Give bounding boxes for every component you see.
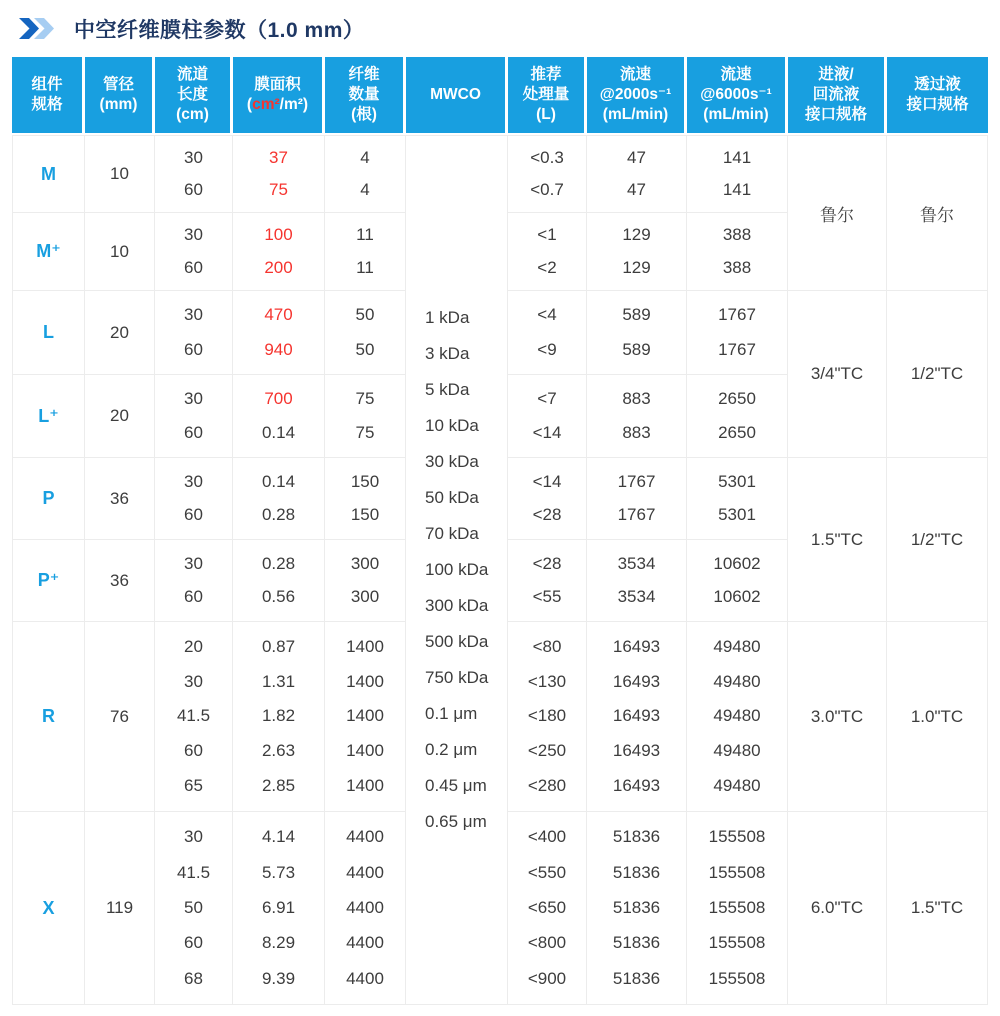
value-line: 4.14: [261, 827, 296, 847]
value-line: 65: [184, 776, 203, 796]
value-line: 4: [360, 148, 370, 167]
value-line: 0.28: [261, 505, 296, 525]
inlet-port-cell: 鲁尔: [788, 135, 887, 291]
spec-cell-p: P: [12, 458, 85, 540]
header-permeate-port: [887, 57, 988, 133]
value-line: 141: [722, 148, 752, 167]
value-line: <80: [532, 636, 562, 656]
value-line: 51836: [612, 933, 661, 953]
mwco-value: 0.1 μm: [425, 704, 478, 723]
value-line: <280: [527, 776, 567, 796]
header-line: (L): [536, 106, 556, 124]
value-line: 5301: [718, 505, 756, 525]
spec-cell-l-plus: L⁺: [12, 375, 85, 458]
header-line: 膜面积: [254, 75, 301, 93]
permeate-port-cell: 1/2"TC: [887, 291, 988, 458]
length-values-cell: [155, 540, 233, 622]
value-line: <900: [527, 968, 567, 988]
value-line: <800: [527, 933, 567, 953]
value-line: 75: [355, 423, 375, 442]
flow2000-values-cell: [587, 540, 687, 622]
value-line: <9: [537, 339, 557, 359]
value-line: 5.73: [261, 862, 296, 882]
value-line: 51836: [612, 862, 661, 882]
fiber-count-cell: [325, 291, 406, 375]
value-line: 49480: [713, 706, 761, 726]
flow2000-values-cell: [587, 458, 687, 540]
value-line: <1: [537, 225, 557, 245]
value-line: 155508: [708, 968, 766, 988]
diameter-cell: 20: [85, 375, 155, 458]
value-line: <650: [527, 897, 567, 917]
header-line: 流速: [720, 65, 752, 83]
flow6000-values-cell: [687, 540, 788, 622]
header-diameter: [85, 57, 152, 133]
fiber-count-cell: [325, 812, 406, 1005]
header-area: [233, 57, 322, 133]
value-line: 200: [264, 257, 293, 277]
mwco-value: 10 kDa: [425, 416, 479, 435]
length-values-cell: [155, 458, 233, 540]
header-line: @2000s⁻¹: [599, 85, 672, 103]
value-line: 1.31: [261, 671, 296, 691]
area-values-cell: [233, 291, 325, 375]
value-line: 2.63: [261, 741, 296, 761]
volume-values-cell: [508, 135, 587, 213]
value-line: 1767: [718, 305, 756, 325]
value-line: 0.14: [261, 471, 296, 491]
value-line: 129: [622, 225, 651, 245]
value-line: 300: [350, 553, 380, 573]
value-line: 30: [184, 148, 203, 167]
header-line: 数量: [348, 85, 380, 103]
mwco-value: 500 kDa: [425, 632, 489, 651]
header-line: 规格: [31, 96, 63, 113]
mwco-value: 100 kDa: [425, 560, 489, 579]
value-line: 11: [356, 257, 374, 277]
flow6000-values-cell: [687, 375, 788, 458]
value-line: 49480: [713, 636, 761, 656]
value-line: <4: [537, 305, 557, 325]
value-line: 49480: [713, 776, 761, 796]
mwco-value: 5 kDa: [425, 380, 470, 399]
inlet-port-cell: 3.0"TC: [788, 622, 887, 812]
value-line: 51836: [612, 968, 661, 988]
spec-cell-m-plus: M⁺: [12, 213, 85, 291]
volume-values-cell: [508, 213, 587, 291]
header-line: (mL/min): [703, 106, 769, 124]
value-line: <2: [537, 257, 557, 277]
value-line: 1400: [346, 636, 384, 656]
fiber-count-cell: [325, 375, 406, 458]
value-line: 470: [264, 305, 293, 325]
mwco-value: 50 kDa: [425, 488, 479, 507]
value-line: 155508: [708, 933, 766, 953]
value-line: 11: [356, 225, 374, 245]
value-line: 75: [269, 180, 288, 199]
flow6000-values-cell: [687, 812, 788, 1005]
value-line: 50: [184, 897, 203, 917]
value-line: 30: [184, 389, 203, 408]
value-line: 47: [627, 148, 646, 167]
value-line: 49480: [713, 671, 761, 691]
header-fiber: [325, 57, 403, 133]
inlet-port-cell: 3/4"TC: [788, 291, 887, 458]
value-line: 1767: [718, 339, 756, 359]
value-line: 1400: [346, 741, 384, 761]
value-line: 0.56: [261, 587, 296, 607]
header-line: MWCO: [430, 85, 481, 103]
value-line: 16493: [612, 671, 661, 691]
value-line: 41.5: [176, 706, 211, 726]
header-line: (cm): [176, 106, 209, 124]
flow2000-values-cell: [587, 622, 687, 812]
area-unit-cm2: cm²: [252, 96, 280, 113]
value-line: 155508: [708, 897, 766, 917]
volume-values-cell: [508, 458, 587, 540]
value-line: 883: [622, 389, 651, 408]
flow6000-values-cell: [687, 291, 788, 375]
length-values-cell: [155, 135, 233, 213]
flow2000-values-cell: [587, 291, 687, 375]
value-line: 4400: [346, 968, 384, 988]
value-line: 16493: [612, 776, 661, 796]
spec-cell-x: X: [12, 812, 85, 1005]
spec-table: [12, 57, 1000, 1005]
value-line: <28: [532, 505, 562, 525]
header-line: 长度: [176, 85, 208, 103]
volume-values-cell: [508, 375, 587, 458]
value-line: 3534: [617, 553, 656, 573]
area-values-cell: [233, 622, 325, 812]
header-line: 进液/: [818, 65, 854, 83]
value-line: 883: [622, 423, 651, 442]
value-line: 30: [184, 225, 203, 245]
value-line: 50: [355, 305, 375, 325]
area-values-cell: [233, 458, 325, 540]
header-line: 流速: [619, 65, 651, 83]
header-line: (mm): [99, 96, 138, 113]
area-values-cell: [233, 135, 325, 213]
spec-cell-r: R: [12, 622, 85, 812]
value-line: 16493: [612, 636, 661, 656]
double-chevron-icon: [18, 17, 58, 40]
value-line: 300: [350, 587, 380, 607]
value-line: 8.29: [261, 933, 296, 953]
value-line: <550: [527, 862, 567, 882]
value-line: 51836: [612, 897, 661, 917]
value-line: 60: [184, 257, 203, 277]
page-title: 中空纤维膜柱参数（1.0 mm）: [74, 18, 365, 42]
value-line: 60: [184, 505, 203, 525]
value-line: <0.7: [530, 180, 564, 199]
value-line: 60: [184, 339, 203, 359]
mwco-value: 70 kDa: [425, 524, 479, 543]
header-volume: [508, 57, 584, 133]
mwco-value: 1 kDa: [425, 308, 470, 327]
value-line: 129: [622, 257, 651, 277]
value-line: <55: [532, 587, 562, 607]
mwco-value: 0.65 μm: [425, 812, 487, 831]
value-line: 30: [184, 553, 203, 573]
value-line: 9.39: [261, 968, 296, 988]
value-line: 1400: [346, 776, 384, 796]
mwco-value: 300 kDa: [425, 596, 489, 615]
header-line: 接口规格: [906, 96, 969, 113]
volume-values-cell: [508, 291, 587, 375]
value-line: 51836: [612, 827, 661, 847]
mwco-value: 3 kDa: [425, 344, 470, 363]
diameter-cell: 36: [85, 458, 155, 540]
value-line: 30: [184, 827, 203, 847]
header-line: @6000s⁻¹: [700, 85, 772, 103]
volume-values-cell: [508, 540, 587, 622]
permeate-port-cell: 1.0"TC: [887, 622, 988, 812]
header-line: 纤维: [348, 65, 380, 83]
header-line: (根): [351, 106, 377, 124]
header-flow6000: [687, 57, 785, 133]
value-line: <400: [527, 827, 567, 847]
value-line: 41.5: [176, 862, 211, 882]
paren: (: [246, 96, 253, 113]
header-line: 回流液: [812, 85, 860, 103]
inlet-port-cell: 6.0"TC: [788, 812, 887, 1005]
value-line: <250: [527, 741, 567, 761]
length-values-cell: [155, 291, 233, 375]
value-line: 50: [355, 339, 375, 359]
permeate-port-cell: 鲁尔: [887, 135, 988, 291]
header-line: 管径: [102, 75, 134, 93]
fiber-count-cell: [325, 540, 406, 622]
inlet-port-cell: 1.5"TC: [788, 458, 887, 622]
value-line: 47: [627, 180, 646, 199]
value-line: <7: [537, 389, 557, 408]
value-line: 0.28: [261, 553, 296, 573]
value-line: 10602: [713, 587, 761, 607]
flow6000-values-cell: [687, 622, 788, 812]
value-line: 16493: [612, 706, 661, 726]
diameter-cell: 119: [85, 812, 155, 1005]
value-line: 4400: [346, 862, 384, 882]
value-line: 1.82: [261, 706, 296, 726]
value-line: 60: [184, 587, 203, 607]
header-flow2000: [587, 57, 684, 133]
value-line: 3534: [617, 587, 656, 607]
value-line: 100: [264, 225, 293, 245]
value-line: 0.87: [261, 636, 296, 656]
permeate-port-cell: 1/2"TC: [887, 458, 988, 622]
mwco-values-cell: [406, 135, 508, 1005]
value-line: 60: [184, 741, 203, 761]
value-line: <28: [532, 553, 562, 573]
value-line: 1767: [617, 505, 656, 525]
header-area-units: [247, 95, 308, 115]
header-length: [155, 57, 230, 133]
title-bar: [0, 0, 1000, 57]
mwco-value: 30 kDa: [425, 452, 479, 471]
flow2000-values-cell: [587, 135, 687, 213]
diameter-cell: 10: [85, 135, 155, 213]
spec-cell-m: M: [12, 135, 85, 213]
value-line: 589: [622, 339, 651, 359]
value-line: 1400: [346, 706, 384, 726]
value-line: 150: [350, 471, 380, 491]
mwco-value: 0.45 μm: [425, 776, 487, 795]
header-line: 组件: [31, 75, 63, 93]
mwco-value: 0.2 μm: [425, 740, 478, 759]
fiber-count-cell: [325, 458, 406, 540]
diameter-cell: 36: [85, 540, 155, 622]
length-values-cell: [155, 375, 233, 458]
diameter-cell: 10: [85, 213, 155, 291]
value-line: 388: [722, 225, 752, 245]
header-spec: [12, 57, 82, 133]
length-values-cell: [155, 622, 233, 812]
value-line: 60: [184, 423, 203, 442]
header-inlet-port: [788, 57, 884, 133]
value-line: 1767: [617, 471, 656, 491]
area-values-cell: [233, 375, 325, 458]
value-line: 4: [360, 180, 370, 199]
header-line: 接口规格: [804, 106, 867, 124]
value-line: 16493: [612, 741, 661, 761]
header-mwco: [406, 57, 505, 133]
value-line: 60: [184, 933, 203, 953]
flow2000-values-cell: [587, 375, 687, 458]
value-line: 155508: [708, 862, 766, 882]
header-line: 流道: [176, 65, 208, 83]
value-line: 20: [184, 636, 203, 656]
area-values-cell: [233, 540, 325, 622]
value-line: <180: [527, 706, 567, 726]
fiber-count-cell: [325, 622, 406, 812]
flow6000-values-cell: [687, 213, 788, 291]
value-line: 5301: [718, 471, 756, 491]
value-line: 4400: [346, 827, 384, 847]
value-line: 141: [722, 180, 752, 199]
value-line: 68: [184, 968, 203, 988]
value-line: 30: [184, 471, 203, 491]
value-line: 10602: [713, 553, 761, 573]
value-line: 60: [184, 180, 203, 199]
mwco-value: 750 kDa: [425, 668, 489, 687]
value-line: 150: [350, 505, 380, 525]
value-line: 6.91: [261, 897, 296, 917]
value-line: 2.85: [261, 776, 296, 796]
value-line: 30: [184, 671, 203, 691]
flow6000-values-cell: [687, 135, 788, 213]
value-line: 2650: [718, 389, 756, 408]
value-line: 37: [269, 148, 288, 167]
value-line: 75: [355, 389, 375, 408]
permeate-port-cell: 1.5"TC: [887, 812, 988, 1005]
value-line: 2650: [718, 423, 756, 442]
header-line: (mL/min): [602, 106, 669, 124]
diameter-cell: 20: [85, 291, 155, 375]
value-line: <14: [532, 471, 562, 491]
value-line: 0.14: [261, 423, 296, 442]
spec-cell-l: L: [12, 291, 85, 375]
header-line: 透过液: [914, 75, 961, 93]
flow2000-values-cell: [587, 812, 687, 1005]
flow2000-values-cell: [587, 213, 687, 291]
fiber-count-cell: [325, 135, 406, 213]
header-line: 处理量: [522, 85, 570, 103]
value-line: 940: [264, 339, 293, 359]
value-line: 1400: [346, 671, 384, 691]
value-line: <130: [527, 671, 567, 691]
value-line: 30: [184, 305, 203, 325]
area-values-cell: [233, 213, 325, 291]
value-line: 4400: [346, 897, 384, 917]
value-line: <14: [532, 423, 562, 442]
value-line: 4400: [346, 933, 384, 953]
value-line: 49480: [713, 741, 761, 761]
length-values-cell: [155, 213, 233, 291]
value-line: 155508: [708, 827, 766, 847]
value-line: 589: [622, 305, 651, 325]
flow6000-values-cell: [687, 458, 788, 540]
volume-values-cell: [508, 622, 587, 812]
value-line: 388: [722, 257, 752, 277]
fiber-count-cell: [325, 213, 406, 291]
area-values-cell: [233, 812, 325, 1005]
area-unit-m2: /m²): [279, 96, 309, 113]
volume-values-cell: [508, 812, 587, 1005]
length-values-cell: [155, 812, 233, 1005]
value-line: 700: [264, 389, 293, 408]
value-line: <0.3: [530, 148, 564, 167]
spec-cell-p-plus: P⁺: [12, 540, 85, 622]
diameter-cell: 76: [85, 622, 155, 812]
header-line: 推荐: [530, 65, 562, 83]
